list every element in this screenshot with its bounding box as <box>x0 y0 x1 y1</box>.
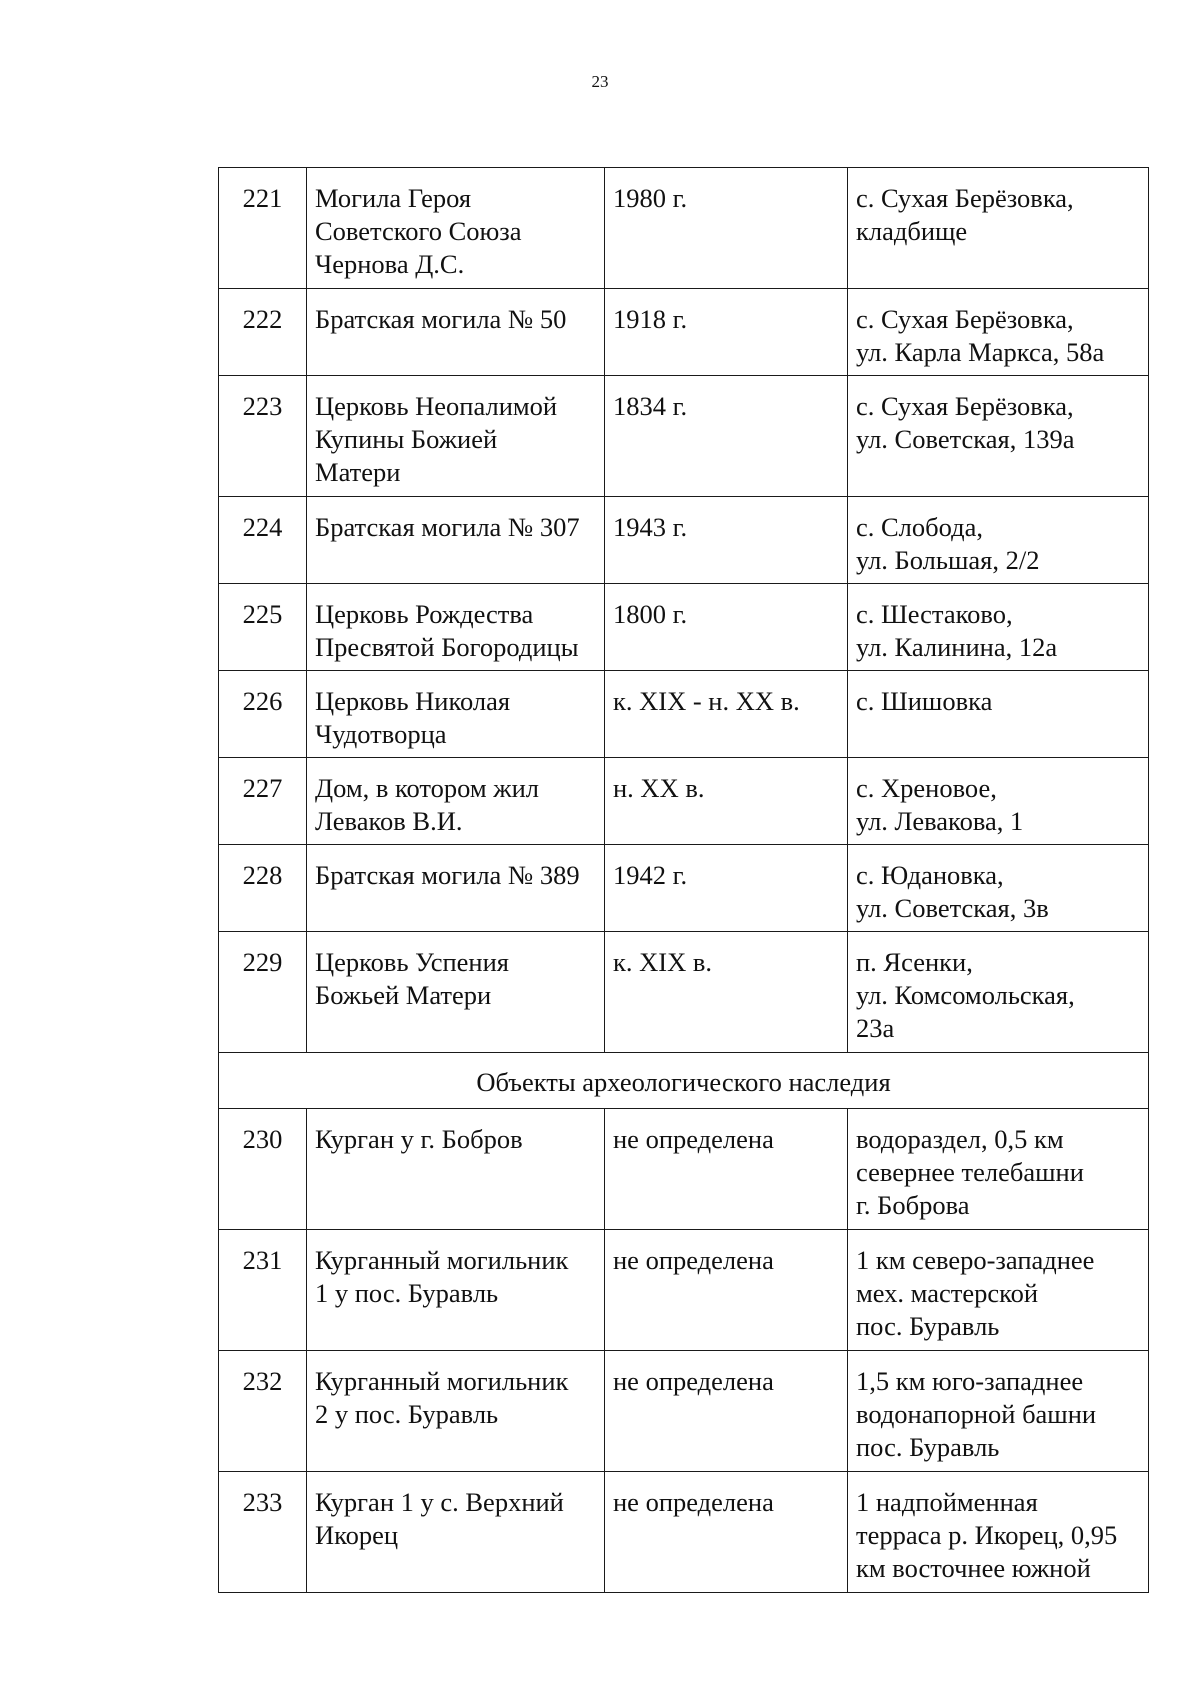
table-row <box>219 932 1149 1053</box>
cell-line: Братская могила № 50 <box>315 304 567 334</box>
cell-line: с. Юдановка, <box>856 860 1004 890</box>
cell-line: Братская могила № 389 <box>315 860 580 890</box>
object-date: 1942 г. <box>605 845 848 932</box>
cell-line: Божьей Матери <box>315 980 492 1010</box>
object-name <box>307 1351 605 1472</box>
cell-line: Купины Божией <box>315 424 498 454</box>
row-number: 229 <box>219 932 307 1053</box>
object-date: 1918 г. <box>605 289 848 376</box>
heritage-table-body <box>219 168 1149 1593</box>
cell-line: кладбище <box>856 216 968 246</box>
object-name <box>307 932 605 1053</box>
cell-line: Чудотворца <box>315 719 447 749</box>
object-name <box>307 376 605 497</box>
cell-line: ул. Большая, 2/2 <box>856 545 1040 575</box>
object-name <box>307 758 605 845</box>
cell-line: Курганный могильник <box>315 1245 569 1275</box>
table-row <box>219 376 1149 497</box>
cell-line: пос. Буравль <box>856 1311 1000 1341</box>
row-number: 221 <box>219 168 307 289</box>
table-row <box>219 845 1149 932</box>
cell-line: терраса р. Икорец, 0,95 <box>856 1520 1118 1550</box>
cell-line: Советского Союза <box>315 216 522 246</box>
object-date: 1800 г. <box>605 584 848 671</box>
object-date: н. XX в. <box>605 758 848 845</box>
cell-line: 1,5 км юго-западнее <box>856 1366 1084 1396</box>
cell-line: мех. мастерской <box>856 1278 1039 1308</box>
cell-line: ул. Левакова, 1 <box>856 806 1024 836</box>
section-row <box>219 1053 1149 1109</box>
cell-line: с. Шишовка <box>856 686 993 716</box>
object-date: 1980 г. <box>605 168 848 289</box>
object-date: 1834 г. <box>605 376 848 497</box>
object-name <box>307 1109 605 1230</box>
object-date: не определена <box>605 1109 848 1230</box>
cell-line: Братская могила № 307 <box>315 512 580 542</box>
cell-line: Курган 1 у с. Верхний <box>315 1487 564 1517</box>
table-row <box>219 289 1149 376</box>
cell-line: ул. Комсомольская, <box>856 980 1075 1010</box>
table-row <box>219 1109 1149 1230</box>
cell-line: 1 км северо-западнее <box>856 1245 1095 1275</box>
object-location <box>848 1109 1149 1230</box>
object-name <box>307 497 605 584</box>
cell-line: Пресвятой Богородицы <box>315 632 579 662</box>
object-date: не определена <box>605 1230 848 1351</box>
cell-line: севернее телебашни <box>856 1157 1084 1187</box>
object-name <box>307 671 605 758</box>
table-row <box>219 1472 1149 1593</box>
cell-line: ул. Карла Маркса, 58а <box>856 337 1105 367</box>
cell-line: с. Шестаково, <box>856 599 1013 629</box>
object-name <box>307 289 605 376</box>
cell-line: Церковь Рождества <box>315 599 534 629</box>
object-name <box>307 168 605 289</box>
object-name <box>307 845 605 932</box>
cell-line: ул. Советская, 3в <box>856 893 1049 923</box>
object-location <box>848 168 1149 289</box>
object-location <box>848 289 1149 376</box>
object-location <box>848 1230 1149 1351</box>
cell-line: 1 у пос. Буравль <box>315 1278 499 1308</box>
cell-line: Могила Героя <box>315 183 472 213</box>
table-row <box>219 671 1149 758</box>
object-location <box>848 584 1149 671</box>
row-number: 230 <box>219 1109 307 1230</box>
cell-line: Церковь Николая <box>315 686 511 716</box>
object-name <box>307 584 605 671</box>
cell-line: водораздел, 0,5 км <box>856 1124 1064 1154</box>
table-row <box>219 584 1149 671</box>
cell-line: 1 надпойменная <box>856 1487 1038 1517</box>
row-number: 232 <box>219 1351 307 1472</box>
cell-line: Церковь Успения <box>315 947 509 977</box>
cell-line: Дом, в котором жил <box>315 773 539 803</box>
row-number: 226 <box>219 671 307 758</box>
cell-line: Леваков В.И. <box>315 806 463 836</box>
cell-line: г. Боброва <box>856 1190 970 1220</box>
cell-line: пос. Буравль <box>856 1432 1000 1462</box>
object-date: 1943 г. <box>605 497 848 584</box>
cell-line: с. Сухая Берёзовка, <box>856 183 1074 213</box>
object-date: к. XIX - н. XX в. <box>605 671 848 758</box>
row-number: 224 <box>219 497 307 584</box>
cell-line: Церковь Неопалимой <box>315 391 558 421</box>
table-row <box>219 168 1149 289</box>
cell-line: с. Слобода, <box>856 512 984 542</box>
object-date: не определена <box>605 1472 848 1593</box>
cell-line: п. Ясенки, <box>856 947 973 977</box>
cell-line: с. Сухая Берёзовка, <box>856 304 1074 334</box>
row-number: 231 <box>219 1230 307 1351</box>
object-location <box>848 932 1149 1053</box>
object-location <box>848 671 1149 758</box>
cell-line: ул. Калинина, 12а <box>856 632 1058 662</box>
object-name <box>307 1472 605 1593</box>
object-location <box>848 1351 1149 1472</box>
heritage-table <box>218 167 1149 1593</box>
table-row <box>219 1351 1149 1472</box>
cell-line: ул. Советская, 139а <box>856 424 1075 454</box>
row-number: 233 <box>219 1472 307 1593</box>
table-row <box>219 1230 1149 1351</box>
cell-line: Матери <box>315 457 401 487</box>
object-date: к. XIX в. <box>605 932 848 1053</box>
cell-line: Чернова Д.С. <box>315 249 465 279</box>
object-date: не определена <box>605 1351 848 1472</box>
cell-line: 23а <box>856 1013 895 1043</box>
section-title: Объекты археологического наследия <box>219 1053 1149 1109</box>
object-name <box>307 1230 605 1351</box>
row-number: 222 <box>219 289 307 376</box>
cell-line: с. Хреновое, <box>856 773 997 803</box>
cell-line: 2 у пос. Буравль <box>315 1399 499 1429</box>
row-number: 223 <box>219 376 307 497</box>
object-location <box>848 845 1149 932</box>
cell-line: Курган у г. Бобров <box>315 1124 523 1154</box>
cell-line: с. Сухая Берёзовка, <box>856 391 1074 421</box>
cell-line: км восточнее южной <box>856 1553 1091 1583</box>
cell-line: Курганный могильник <box>315 1366 569 1396</box>
object-location <box>848 376 1149 497</box>
cell-line: водонапорной башни <box>856 1399 1097 1429</box>
cell-line: Икорец <box>315 1520 399 1550</box>
object-location <box>848 1472 1149 1593</box>
object-location <box>848 497 1149 584</box>
page-number: 23 <box>591 72 609 91</box>
object-location <box>848 758 1149 845</box>
row-number: 225 <box>219 584 307 671</box>
table-row <box>219 758 1149 845</box>
row-number: 228 <box>219 845 307 932</box>
row-number: 227 <box>219 758 307 845</box>
table-row <box>219 497 1149 584</box>
